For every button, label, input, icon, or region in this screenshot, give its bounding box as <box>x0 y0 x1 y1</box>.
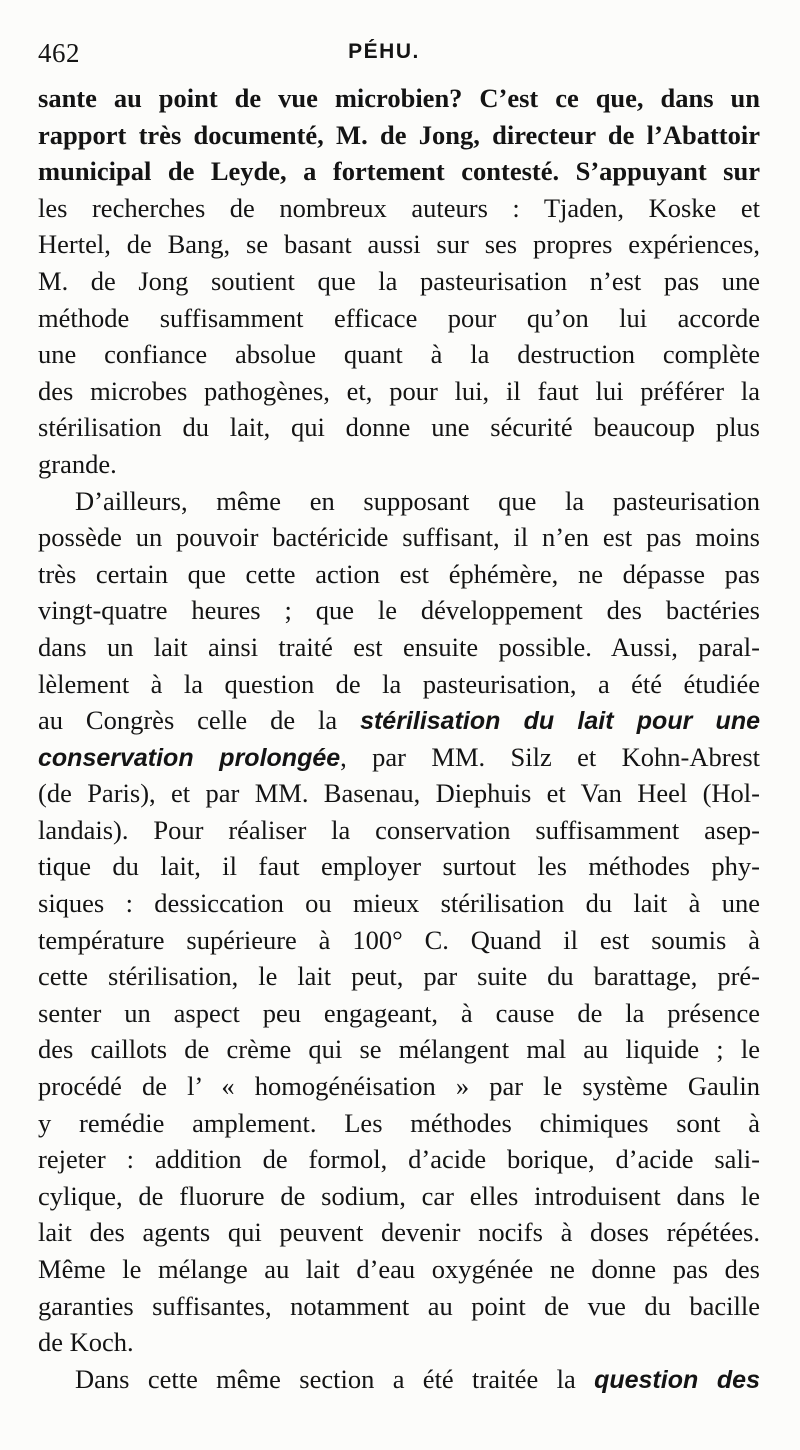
emphasized-term: conservation prolongée <box>38 743 341 772</box>
text-line: Même le mélange au lait d’eau oxygénée ne donne pas des <box>38 1254 760 1284</box>
text-line: les recherches de nombreux auteurs : Tjaden, Koske et <box>38 192 760 223</box>
text-line: vingt-quatre heures ; que le développement des bactéries <box>38 595 760 626</box>
text-line <box>38 702 760 739</box>
text-line: température supérieure à 100° C. Quand il est soumis à <box>38 924 760 955</box>
running-head: PÉHU. <box>348 40 420 63</box>
text-line: garanties suffisantes, notamment au point de vue du bacille <box>38 1290 760 1321</box>
text-line: y remédie amplement. Les méthodes chimiques sont à <box>38 1107 760 1138</box>
text-line: cette stérilisation, le lait peut, par suite du barattage, pré- <box>38 961 760 992</box>
paragraph-first-line: D’ailleurs, même en supposant que la pasteurisation <box>75 485 760 516</box>
text-line: dans un lait ainsi traité est ensuite possible. Aussi, paral- <box>38 631 760 662</box>
text-line: (de Paris), et par MM. Basenau, Diephuis et Van Heel (Hol- <box>38 778 760 809</box>
text-line <box>38 739 760 776</box>
text-line: méthode suffisamment efficace pour qu’on lui accorde <box>38 302 760 333</box>
text-line: des microbes pathogènes, et, pour lui, il faut lui préférer la <box>38 375 760 406</box>
emphasized-term: stérilisation du lait pour une <box>360 707 760 736</box>
text-line: cylique, de fluorure de sodium, car elles introduisent dans le <box>38 1180 760 1211</box>
text-span: Dans cette même section a été traitée la <box>75 1363 595 1394</box>
text-line: lait des agents qui peuvent devenir nocifs à doses répétées. <box>38 1217 760 1248</box>
page-header <box>38 38 760 74</box>
body-text <box>38 80 760 1397</box>
paragraph-first-line <box>38 1361 760 1398</box>
text-span: au Congrès celle de la <box>38 705 361 736</box>
text-line: lèlement à la question de la pasteurisation, a été étudiée <box>38 668 760 699</box>
text-line: une confiance absolue quant à la destruction complète <box>38 339 760 370</box>
text-line: sante au point de vue microbien? C’est ce que, dans un <box>38 83 760 113</box>
text-line: rapport très documenté, M. de Jong, directeur de l’Abattoir <box>38 119 760 150</box>
text-line: possède un pouvoir bactéricide suffisant, il n’en est pas moins <box>38 522 760 553</box>
text-line: grande. <box>38 448 117 479</box>
text-line: stérilisation du lait, qui donne une sécurité beaucoup plus <box>38 412 760 443</box>
page-number: 462 <box>38 38 80 68</box>
text-line: de Koch. <box>38 1327 134 1358</box>
text-line: très certain que cette action est éphémère, ne dépasse pas <box>38 558 760 589</box>
text-line: tique du lait, il faut employer surtout les méthodes phy- <box>38 851 760 882</box>
text-line: des caillots de crème qui se mélangent mal au liquide ; le <box>38 1034 760 1065</box>
emphasized-term: question des <box>594 1365 760 1394</box>
text-line: procédé de l’ « homogénéisation » par le système Gaulin <box>38 1071 760 1102</box>
text-line: siques : dessiccation ou mieux stérilisation du lait à une <box>38 888 760 919</box>
text-line: rejeter : addition de formol, d’acide borique, d’acide sali- <box>38 1144 760 1175</box>
text-line: landais). Pour réaliser la conservation suffisamment asep- <box>38 814 760 845</box>
text-line: municipal de Leyde, a fortement contesté. S’appuyant sur <box>38 156 760 187</box>
text-line: senter un aspect peu engageant, à cause de la présence <box>38 997 760 1028</box>
text-span: , par MM. Silz et Kohn-Abrest <box>340 741 760 772</box>
text-line: Hertel, de Bang, se basant aussi sur ses propres expériences, <box>38 229 760 260</box>
text-line: M. de Jong soutient que la pasteurisation n’est pas une <box>38 265 760 296</box>
